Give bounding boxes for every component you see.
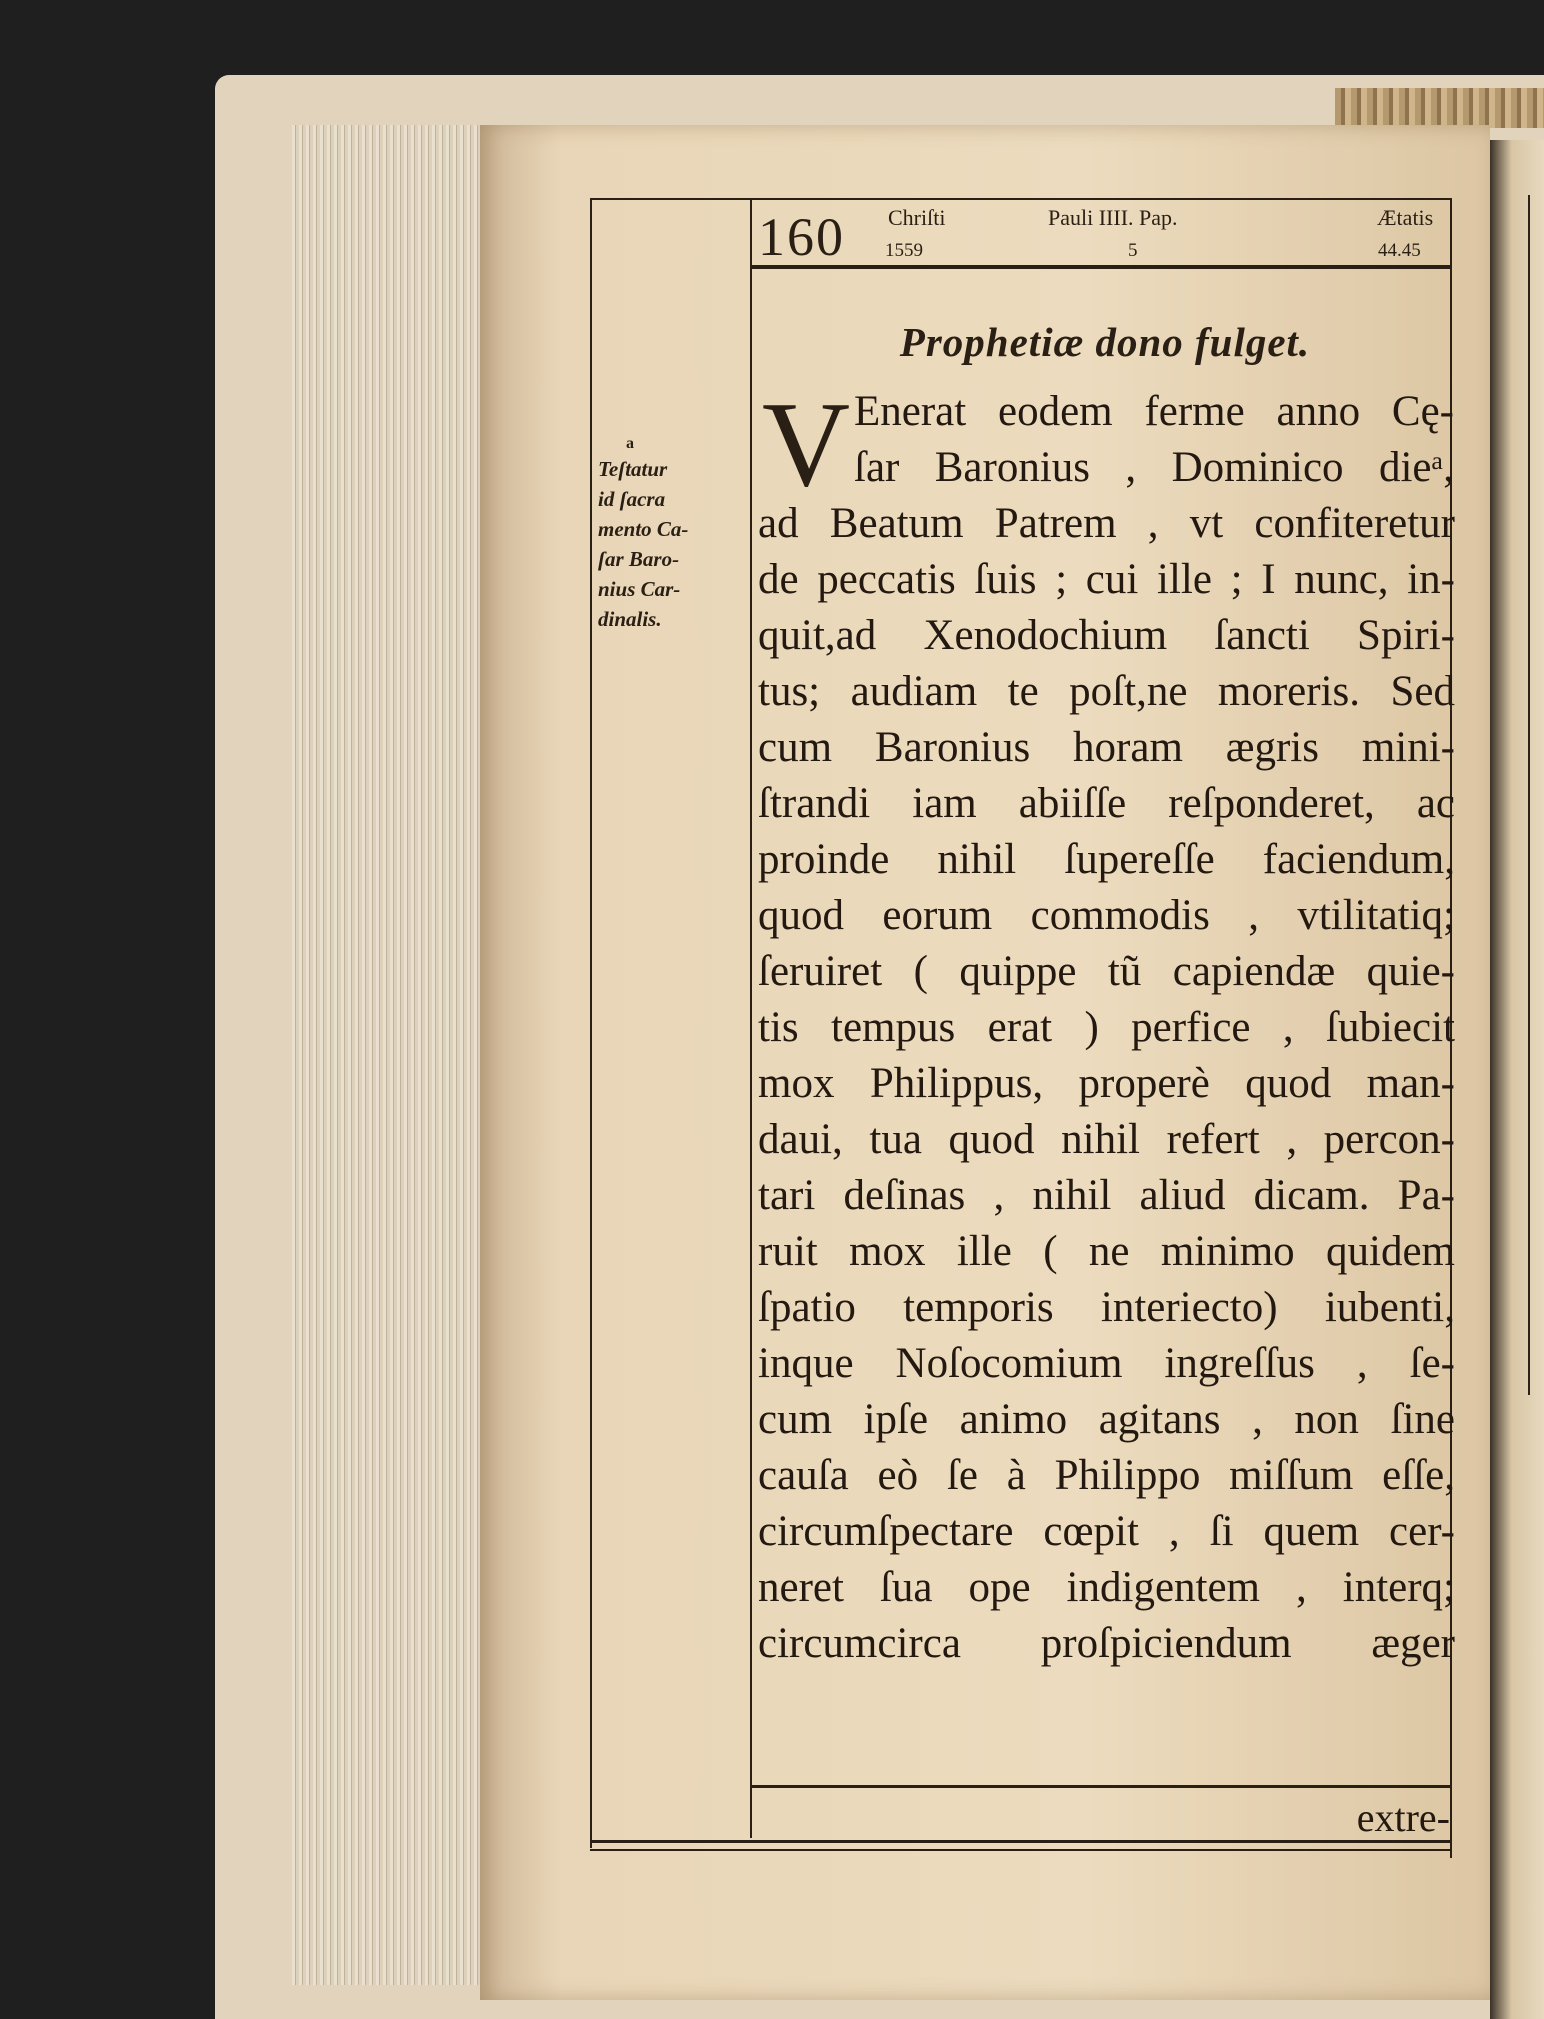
text-line: cum Baronius horam ægris mini- <box>758 724 1455 771</box>
text-line: proinde nihil ſupereſſe faciendum, <box>758 836 1455 883</box>
text-line: cum ipſe animo agitans , non ſine <box>758 1396 1455 1443</box>
margin-note <box>598 436 748 634</box>
header-year-value: 1559 <box>885 240 923 261</box>
catchword: extre- <box>1356 1795 1450 1840</box>
facing-page-rule <box>1528 195 1530 1395</box>
text-line: quod eorum commodis , vtilitatiq; <box>758 892 1455 939</box>
text-line: ruit mox ille ( ne minimo quidem <box>758 1228 1455 1275</box>
margin-note-line: id ſacra <box>598 487 666 511</box>
text-line: daui, tua quod nihil refert , percon- <box>758 1116 1455 1163</box>
header-bottom-rule <box>752 265 1450 269</box>
margin-note-line: ſar Baro- <box>598 547 680 571</box>
section-heading: Prophetiæ dono fulget. <box>899 319 1311 365</box>
facing-page-edge <box>1490 140 1544 2019</box>
frame-left-rule <box>590 198 592 1848</box>
margin-note-line: mento Ca- <box>598 517 689 541</box>
text-line: cauſa eò ſe à Philippo miſſum eſſe, <box>758 1452 1455 1499</box>
margin-note-line: Teſtatur <box>598 457 668 481</box>
text-line: ad Beatum Patrem , vt confiteretur <box>758 500 1455 547</box>
text-line: neret ſua ope indigentem , interq; <box>758 1564 1455 1611</box>
text-line: ſar Baronius , Dominico dieᵃ, <box>854 444 1454 491</box>
margin-note-ref: a <box>626 435 634 452</box>
header-year-label: Chriſti <box>888 205 946 230</box>
header-age-value: 44.45 <box>1378 240 1421 261</box>
text-line: de peccatis ſuis ; cui ille ; I nunc, in- <box>758 556 1455 603</box>
page-edges <box>292 125 484 1985</box>
text-line: tari deſinas , nihil aliud dicam. Pa- <box>758 1172 1455 1219</box>
text-line: mox Philippus, properè quod man- <box>758 1060 1455 1107</box>
header-pope-label: Pauli IIII. Pap. <box>1048 205 1178 230</box>
column-divider-rule <box>750 198 752 1838</box>
header-pope-value: 5 <box>1128 240 1138 261</box>
text-line: ſtrandi iam abiiſſe reſponderet, ac <box>758 780 1455 827</box>
frame-bottom-rule-2 <box>590 1849 1452 1851</box>
text-line: tis tempus erat ) perfice , ſubiecit <box>758 1004 1455 1051</box>
text-line: Enerat eodem ferme anno Cę- <box>854 388 1454 435</box>
drop-cap: V <box>762 377 851 512</box>
page-number: 160 <box>758 207 845 267</box>
text-bottom-rule <box>752 1785 1450 1788</box>
text-line: circumcirca proſpiciendum æger <box>758 1620 1455 1667</box>
text-line: ſeruiret ( quippe tũ capiendæ quie- <box>758 948 1455 995</box>
text-line: inque Noſocomium ingreſſus , ſe- <box>758 1340 1455 1387</box>
book-spine <box>1335 88 1544 128</box>
frame-bottom-rule <box>590 1840 1452 1843</box>
margin-note-line: dinalis. <box>598 607 662 631</box>
text-line: circumſpectare cœpit , ſi quem cer- <box>758 1508 1455 1555</box>
text-line: quit,ad Xenodochium ſancti Spiri- <box>758 612 1455 659</box>
text-line: ſpatio temporis interiecto) iubenti, <box>758 1284 1455 1331</box>
frame-top-rule <box>590 198 1450 200</box>
header-age-label: Ætatis <box>1377 205 1434 230</box>
text-line: tus; audiam te poſt,ne moreris. Sed <box>758 668 1455 715</box>
margin-note-line: nius Car- <box>598 577 681 601</box>
